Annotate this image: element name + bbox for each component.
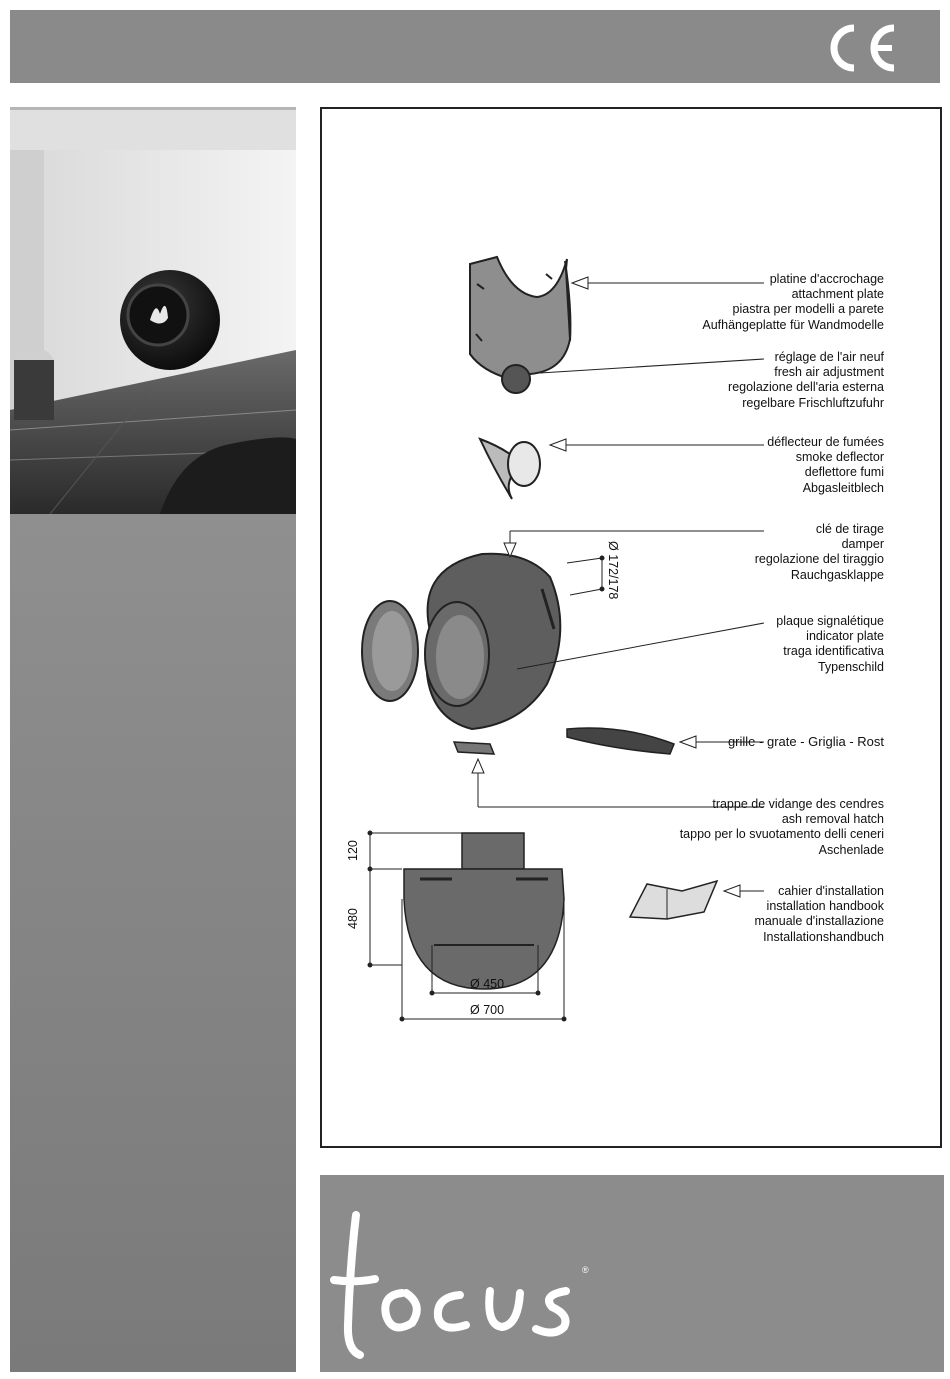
label-line: clé de tirage <box>815 522 884 536</box>
label-line: deflettore fumi <box>804 465 884 480</box>
brand-panel <box>320 1175 944 1372</box>
grate-label <box>728 734 884 749</box>
registered-mark: ® <box>582 1265 589 1275</box>
brand-name: focus <box>320 1175 323 1176</box>
label-line: Rauchgasklappe <box>790 567 884 582</box>
label-line: déflecteur de fumées <box>767 435 884 449</box>
label-line: manuale d'installazione <box>754 914 884 929</box>
label-line: Abgasleitblech <box>802 480 884 495</box>
stove-body-drawing <box>362 554 560 729</box>
damper-label <box>755 522 884 583</box>
fresh-air-label <box>728 350 884 411</box>
label-line: attachment plate <box>791 287 884 302</box>
label-line: regolazione dell'aria esterna <box>728 380 884 395</box>
label-line: smoke deflector <box>795 450 884 465</box>
ash-hatch-drawing <box>454 742 494 754</box>
label-line: trappe de vidange des cendres <box>712 797 884 811</box>
ce-mark-icon <box>824 22 904 74</box>
label-line: indicator plate <box>806 629 884 644</box>
front-elevation-drawing <box>404 833 564 989</box>
label-line: Typenschild <box>817 659 884 674</box>
handbook-drawing <box>630 881 717 919</box>
label-line: traga identificativa <box>783 644 884 659</box>
label-line: tappo per lo svuotamento delli ceneri <box>679 827 884 842</box>
focus-logo <box>320 1175 620 1372</box>
smoke-deflector-label <box>767 435 884 496</box>
label-line: piastra per modelli a parete <box>732 302 884 317</box>
outer-diameter-dimension: Ø 700 <box>470 1003 505 1017</box>
label-line: cahier d'installation <box>778 884 884 898</box>
handbook-label <box>754 884 884 945</box>
label-line: installation handbook <box>766 899 884 914</box>
indicator-plate-label <box>776 614 884 675</box>
product-photo <box>10 110 296 514</box>
label-line: Aufhängeplatte für Wandmodelle <box>702 317 884 332</box>
flue-diameter-dimension: Ø 172/178 <box>606 541 620 600</box>
label-line: fresh air adjustment <box>774 365 884 380</box>
ash-hatch-label <box>680 797 884 858</box>
smoke-deflector-drawing <box>480 439 540 499</box>
attachment-plate-label <box>702 272 884 333</box>
header-bar <box>10 10 940 83</box>
label-line: plaque signalétique <box>776 614 884 628</box>
inner-diameter-dimension: Ø 450 <box>470 977 505 991</box>
label-line: regolazione del tiraggio <box>754 552 884 567</box>
label-line: Installationshandbuch <box>763 929 884 944</box>
label-line: Aschenlade <box>818 842 884 857</box>
height-top-dimension: 120 <box>346 840 360 861</box>
grate-drawing <box>567 728 674 754</box>
label-line: ash removal hatch <box>781 812 884 827</box>
label-line: damper <box>841 537 884 552</box>
label-line: réglage de l'air neuf <box>774 350 884 364</box>
label-line: platine d'accrochage <box>769 272 884 286</box>
attachment-plate-drawing <box>470 257 570 393</box>
label-line: grille - grate - Griglia - Rost <box>727 734 884 749</box>
height-body-dimension: 480 <box>346 908 360 929</box>
sidebar <box>10 107 296 1372</box>
diagram-frame <box>320 107 942 1148</box>
label-line: regelbare Frischluftzufuhr <box>742 395 884 410</box>
